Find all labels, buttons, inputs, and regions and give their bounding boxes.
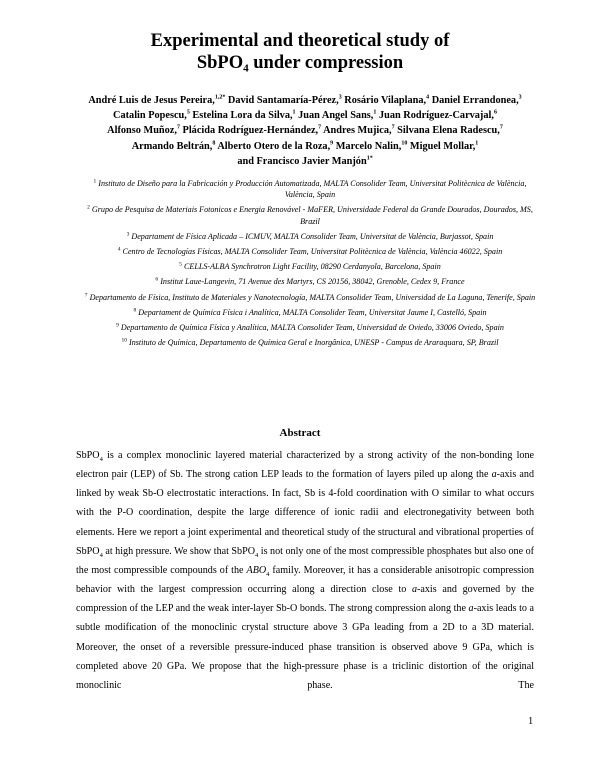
affiliation-number: 2 <box>87 204 90 211</box>
abstract-fragment: is not only one of the most compressible phosphates but also one of the most compressible compounds of the <box>76 545 534 576</box>
abstract-text <box>76 446 534 714</box>
affiliation-number: 6 <box>155 276 159 283</box>
abstract-fragment: at high pressure. We show that SbPO <box>102 545 255 557</box>
author-name <box>107 125 180 136</box>
author-name <box>379 110 497 121</box>
author-name <box>183 125 322 136</box>
author-name-text: Miguel Mollar, <box>409 140 476 152</box>
affiliation <box>80 231 540 242</box>
abstract-fragment: -axis and governed by the compression of the LEP and the weak inter-layer Sb-O bonds. The strong compression along the <box>76 584 534 615</box>
affiliation-text: Departament de Química Física i Analítica, MALTA Consolider Team, Universitat Jaume I, Castelló, Spain <box>138 307 487 317</box>
abstract-fragment: -axis leads to a subtle modification of the monoclinic crystal structure above 3 GPa leading from a 2D to a 3D material. Moreover, the onset of a reversible pressure-induced phase transition is observed above 9 GPa, which is completed above 20 GPa. We propose that the high-pressure phase is a triclinic distortion of the original monoclinic phase. The <box>76 603 534 691</box>
author-affiliation-mark: 8 <box>212 140 216 147</box>
author-name-text: Alberto Otero de la Roza, <box>217 140 331 152</box>
author-affiliation-mark: 1 <box>373 109 377 116</box>
abstract-fragment: 4 <box>255 551 259 559</box>
author-name-text: Catalin Popescu, <box>113 110 187 122</box>
abstract-fragment: 4 <box>266 570 270 578</box>
author-name <box>192 110 295 121</box>
author-name-text: Juan Rodríguez-Carvajal, <box>378 110 494 122</box>
author-affiliation-mark: 3 <box>518 94 522 101</box>
author-affiliation-mark: 1,2* <box>214 94 226 101</box>
abstract-fragment: is a complex monoclinic layered material characterized by a strong activity of the non-bonding lone electron pair (LEP) of Sb. The strong cation LEP leads to the formation of layers piled up along the <box>76 450 534 481</box>
author-affiliation-mark: 7 <box>391 124 395 131</box>
affiliation-number: 9 <box>116 322 119 329</box>
affiliation-text: Departament de Física Aplicada – ICMUV, MALTA Consolider Team, Universitat de València, Burjassot, Spain <box>131 231 494 241</box>
affiliation-text: Instituto de Diseño para la Fabricación y Producción Automatizada, MALTA Consolider Team, Universitat Politècnica de València, València, Spain <box>98 179 527 200</box>
affiliation-number: 3 <box>126 231 130 238</box>
author-name <box>298 110 376 121</box>
author-name <box>228 95 342 106</box>
author-affiliation-mark: 7 <box>318 124 322 131</box>
paper-title <box>60 30 540 74</box>
author-list <box>76 93 534 169</box>
affiliation-list <box>80 178 540 352</box>
affiliation-text: Institut Laue-Langevin, 71 Avenue des Martyrs, CS 20156, 38042, Grenoble, Cedex 9, France <box>160 277 465 287</box>
affiliation <box>80 204 540 226</box>
affiliation-text: CELLS-ALBA Synchrotron Light Facility, 08290 Cerdanyola, Barcelona, Spain <box>184 262 441 272</box>
affiliation <box>80 337 540 348</box>
author-name <box>410 141 478 152</box>
abstract-heading: Abstract <box>279 427 321 439</box>
affiliation <box>80 292 540 303</box>
abstract-fragment: a <box>491 469 497 481</box>
author-affiliation-mark: 1 <box>292 109 296 116</box>
author-name <box>237 156 372 167</box>
abstract-fragment: SbPO <box>76 450 100 461</box>
affiliation <box>80 322 540 333</box>
abstract-fragment: a <box>412 584 418 596</box>
author-name-text: Marcelo Nalin, <box>335 140 402 152</box>
author-affiliation-mark: 6 <box>493 109 497 116</box>
author-name-text: Silvana Elena Radescu, <box>397 125 500 137</box>
author-affiliation-mark: 5 <box>186 109 190 116</box>
author-name <box>344 95 429 106</box>
abstract-fragment: family. Moreover, it has a considerable anisotropic compression behavior with the largest compression occurring along a direction close to <box>76 564 534 596</box>
affiliation-text: Grupo de Pesquisa de Materiais Fotonicos e Energia Renovável - MaFER, Universidade Federal da Grande Dourados, Dourados, MS, Brazil <box>91 205 533 226</box>
title-line-1: Experimental and theoretical study of <box>150 31 450 51</box>
title-line-2: SbPO₄ under compression <box>196 53 404 73</box>
affiliation-text: Instituto de Química, Departamento de Química Geral e Inorgânica, UNESP - Campus de Araraquara, SP, Brazil <box>129 338 499 348</box>
author-name-text: Daniel Errandonea, <box>431 95 519 106</box>
author-name <box>217 141 333 152</box>
author-name-text: André Luis de Jesus Pereira, <box>88 95 215 106</box>
affiliation-number: 1 <box>93 178 97 185</box>
author-affiliation-mark: 10 <box>401 140 408 147</box>
abstract-fragment: 4 <box>99 551 103 559</box>
author-affiliation-mark: 9 <box>330 140 334 147</box>
affiliation-number: 5 <box>179 261 182 268</box>
affiliation-text: Departamento de Química Física y Analítica, MALTA Consolider Team, Universidad de Oviedo, 33006 Oviedo, Spain <box>120 323 504 333</box>
affiliation-number: 4 <box>117 246 121 253</box>
author-name-text: Estelina Lora da Silva, <box>192 110 293 122</box>
affiliation-text: Centro de Tecnologías Físicas, MALTA Consolider Team, Universitat Politècnica de València, València 46022, Spain <box>122 247 503 257</box>
affiliation <box>80 307 540 318</box>
author-name <box>432 95 522 106</box>
author-name-text: Andres Mujica, <box>323 125 392 137</box>
abstract-fragment: 4 <box>99 456 103 464</box>
affiliation-number: 10 <box>121 337 127 344</box>
affiliation-text: Departamento de Física, Instituto de Materiales y Nanotecnología, MALTA Consolider Team, Universidad de La Laguna, Tenerife, Spain <box>89 292 536 302</box>
author-affiliation-mark: 1 <box>475 140 479 147</box>
author-name <box>88 95 225 106</box>
author-affiliation-mark: 1* <box>366 155 373 162</box>
author-name-text: Armando Beltrán, <box>131 140 213 152</box>
page-number: 1 <box>528 716 534 727</box>
author-name-text: and Francisco Javier Manjón <box>237 155 367 167</box>
author-name-text: Juan Angel Sans, <box>298 110 374 122</box>
author-affiliation-mark: 4 <box>426 94 430 101</box>
abstract-fragment: -axis and linked by weak Sb-O electrostatic interactions. In fact, Sb is 4-fold coordination with O similar to what occurs with the P-O coordination, despite the large difference of ionic radii and electronegativity between both elements. Here we report a joint experimental and theoretical study of the structural and vibrational properties of SbPO <box>76 469 534 557</box>
author-name-text: David Santamaría-Pérez, <box>227 95 339 106</box>
author-name <box>397 125 503 136</box>
affiliation <box>80 178 540 200</box>
affiliation-number: 7 <box>84 291 88 298</box>
affiliation <box>80 276 540 287</box>
author-name <box>323 125 394 136</box>
author-affiliation-mark: 7 <box>499 124 503 131</box>
affiliation-number: 8 <box>133 307 137 314</box>
author-affiliation-mark: 7 <box>176 124 180 131</box>
affiliation <box>80 261 540 272</box>
author-name-text: Rosário Vilaplana, <box>344 95 427 106</box>
affiliation <box>80 246 540 257</box>
abstract-fragment: ABO <box>246 564 267 576</box>
author-name-text: Alfonso Muñoz, <box>107 125 177 137</box>
author-affiliation-mark: 3 <box>338 94 342 101</box>
author-name <box>113 110 190 121</box>
author-name-text: Plácida Rodríguez-Hernández, <box>182 125 319 137</box>
author-name <box>336 141 408 152</box>
abstract-fragment: a <box>468 603 474 615</box>
author-name <box>132 141 216 152</box>
